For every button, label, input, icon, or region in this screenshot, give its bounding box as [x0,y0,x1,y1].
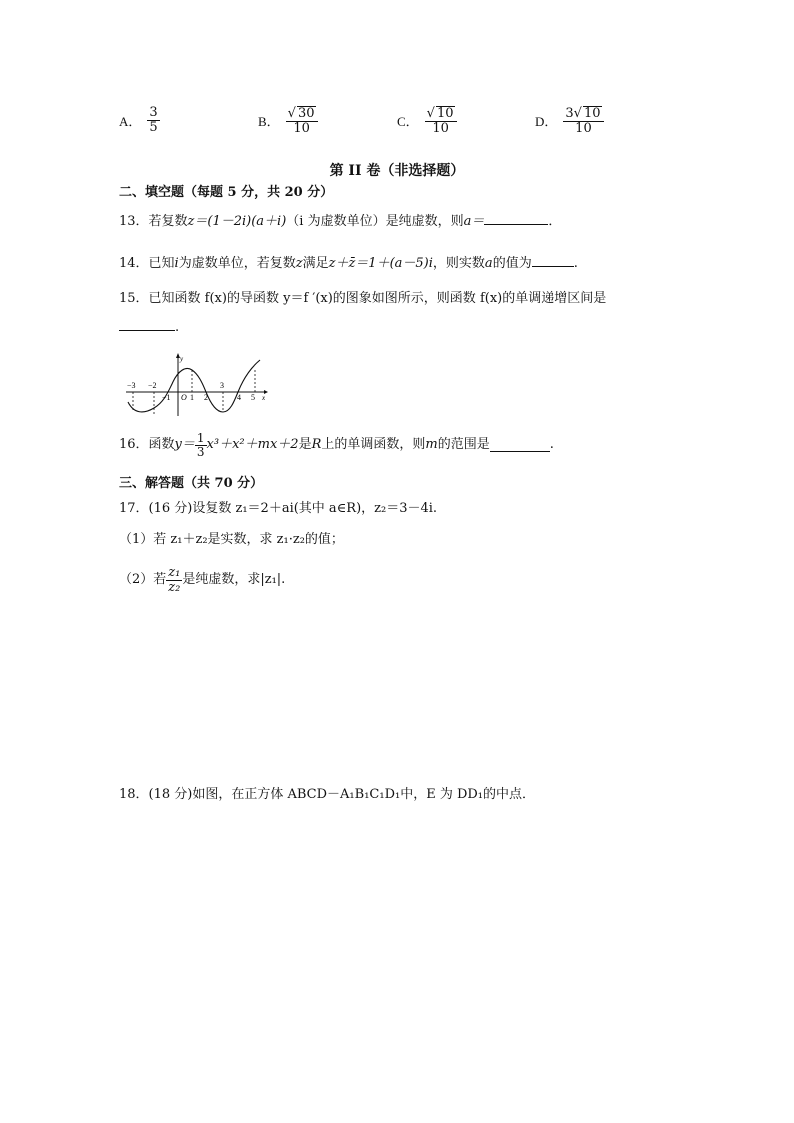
option-a-label: A． [119,113,142,129]
question-15-answer-line: . [119,318,179,337]
tick-neg2: −2 [148,381,157,390]
answer-blank [532,254,574,267]
part-title: 第 II 卷（非选择题） [329,163,465,179]
tick-neg1: −1 [162,393,171,402]
option-b [258,106,318,135]
question-13: 13．若复数z＝(1－2i)(a＋i)（i 为虚数单位）是纯虚数，则a＝ ． [119,214,562,229]
x-axis-label: x [262,394,266,402]
answer-blank [119,318,175,331]
option-c-label: C． [397,114,419,130]
section-solution-heading: 三、解答题（共 70 分） [119,476,264,491]
option-b-label: B． [258,114,280,130]
y-axis-label: y [180,355,184,363]
question-14: 14．已知i为虚数单位，若复数z满足z＋z̄＝1＋(a－5)i，则实数a的值为 . [119,256,578,271]
origin-label: O [181,393,187,402]
option-c-fraction: $\frac{√ 10}{10}$ [425,106,457,135]
option-a [119,106,160,134]
tick-4: 4 [237,393,241,402]
question-15: 15．已知函数 f(x)的导函数 y＝f ′(x)的图象如图所示，则函数 f(x)的单调递增区间是 [119,291,607,306]
option-d-fraction: $\frac{3√ 10}{10}$ [563,106,603,135]
option-d-label: D． [535,114,558,130]
tick-1: 1 [190,393,194,402]
option-b-fraction: $\frac{√ 30}{10}$ [286,106,318,135]
question-17: 17．(16 分)设复数 z₁＝2＋ai(其中 a∈R)，z₂＝3－4i. [119,501,438,516]
option-a-fraction: $\frac{3}{5}$ [149,105,158,135]
question-18: 18．(18 分)如图，在正方体 ABCD－A₁B₁C₁D₁中，E 为 DD₁的中点． [119,787,536,802]
q16-fraction: $\frac{1}{3}$ [196,431,205,459]
tick-3: 3 [220,381,224,390]
tick-2: 2 [204,393,208,402]
tick-5: 5 [251,393,255,402]
question-17-part-1: （1）若 z₁＋z₂是实数，求 z₁·z₂的值； [119,532,344,547]
answer-blank [490,439,550,452]
tick-neg3: −3 [127,381,136,390]
derivative-graph [124,352,270,418]
section-fill-in-heading: 二、填空题（每题 5 分，共 20 分） [119,185,334,200]
question-16: 16．函数 y＝ $\frac{1}{3}$ x³＋x²＋mx＋2 是 R 上的单调函数，则 m 的范围是 . [119,431,554,459]
option-d [535,106,604,135]
q17-fraction: $\frac{\text{z₁}}{\text{z₂}}$ [168,565,181,595]
question-17-part-2: （2）若 $\frac{\text{z₁}}{\text{z₂}}$ 是纯虚数，求|z₁|. [119,565,286,595]
answer-blank [484,212,548,225]
option-c [397,106,457,135]
